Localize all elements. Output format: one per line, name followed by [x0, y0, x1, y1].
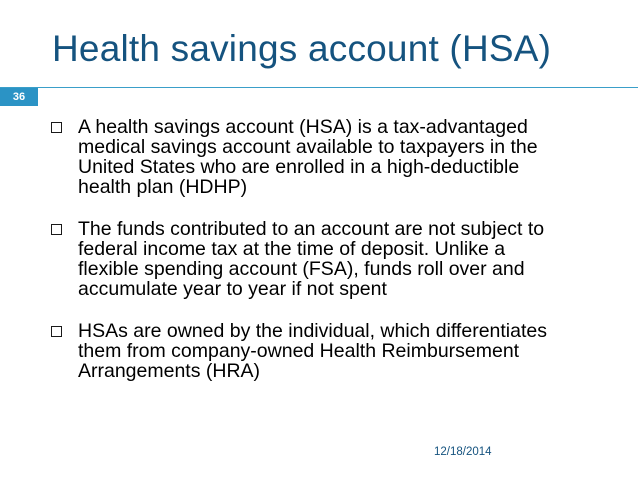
- slide-date: 12/18/2014: [434, 446, 492, 458]
- bullet-text-line: HSAs are owned by the individual, which differentiates: [78, 320, 547, 342]
- bullet-item: [49, 321, 619, 381]
- title-divider: [0, 87, 638, 88]
- bullet-text-line: United States who are enrolled in a high-deductible: [78, 156, 520, 178]
- bullet-list: [49, 117, 619, 381]
- square-bullet-icon: [51, 326, 62, 337]
- slide-number-badge: 36: [0, 88, 38, 106]
- bullet-text-line: Arrangements (HRA): [78, 360, 261, 382]
- bullet-text-line: medical savings account available to taxpayers in the: [78, 136, 538, 158]
- bullet-text-line: The funds contributed to an account are not subject to: [78, 218, 545, 240]
- bullet-item: [49, 219, 619, 299]
- square-bullet-icon: [51, 122, 62, 133]
- slide-title: Health savings account (HSA): [52, 28, 552, 69]
- bullet-text-line: accumulate year to year if not spent: [78, 278, 387, 300]
- bullet-text-line: them from company-owned Health Reimbursement: [78, 340, 520, 362]
- bullet-text-line: A health savings account (HSA) is a tax-advantaged: [78, 116, 528, 138]
- bullet-text-line: federal income tax at the time of deposit. Unlike a: [78, 238, 506, 260]
- bullet-text-line: flexible spending account (FSA), funds roll over and: [78, 258, 525, 280]
- bullet-text-line: health plan (HDHP): [78, 176, 248, 198]
- square-bullet-icon: [51, 224, 62, 235]
- bullet-item: [49, 117, 619, 197]
